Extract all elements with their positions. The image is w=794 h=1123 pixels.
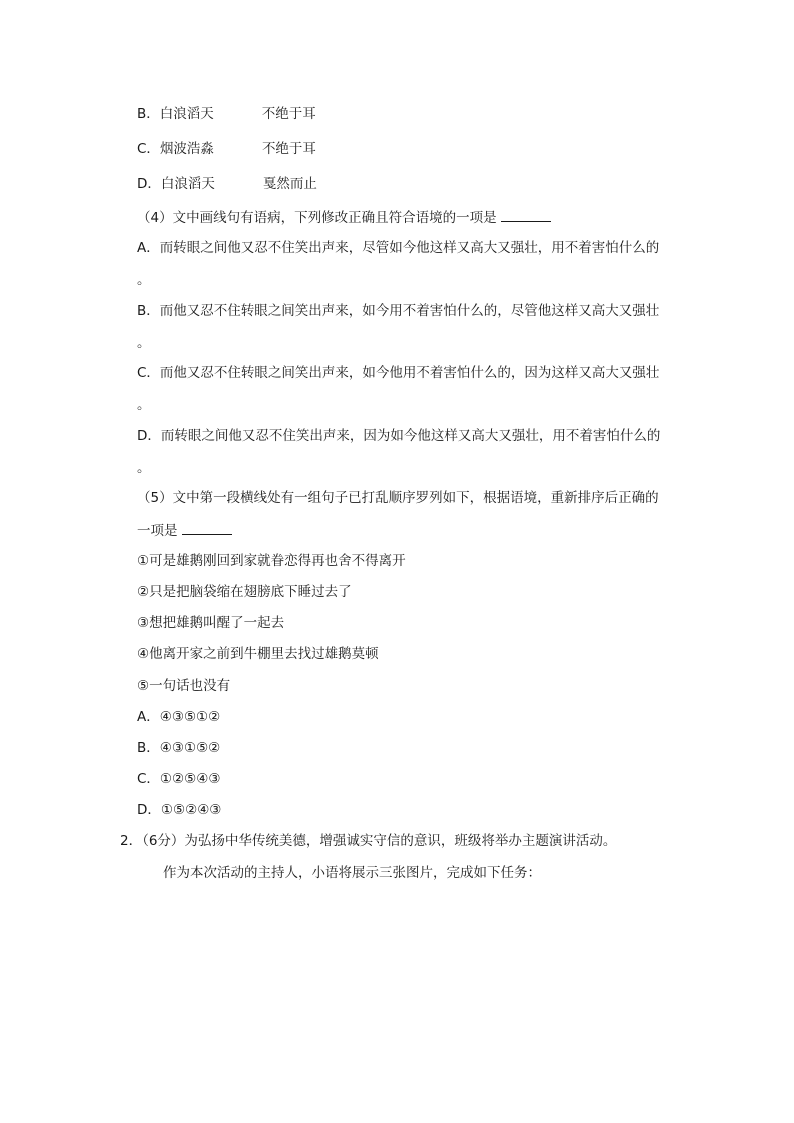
q2-heading: 2．（6分）为弘扬中华传统美德，增强诚实守信的意识，班级将举办主题演讲活动。 bbox=[120, 833, 617, 849]
q4-stem bbox=[137, 207, 551, 228]
option-letter: D． bbox=[137, 176, 161, 192]
option-word-a: 白浪滔天 bbox=[160, 176, 215, 192]
q5-option-d: D．①⑤②④③ bbox=[137, 802, 222, 818]
q4-stem-text: （4）文中画线句有语病，下列修改正确且符合语境的一项是 bbox=[137, 210, 497, 226]
q5-sentence-3: ③想把雄鹅叫醒了一起去 bbox=[137, 615, 285, 631]
q5-option-a: A．④③⑤①② bbox=[137, 709, 221, 725]
q2-intro: 作为本次活动的主持人，小语将展示三张图片，完成如下任务： bbox=[163, 865, 541, 881]
q4-option-b-continuation: 。 bbox=[137, 335, 151, 351]
option-letter: B． bbox=[137, 106, 160, 122]
q5-sentence-2: ②只是把脑袋缩在翅膀底下睡过去了 bbox=[137, 584, 352, 600]
q4-option-a-continuation: 。 bbox=[137, 272, 151, 288]
q5-sentence-4: ④他离开家之前到牛棚里去找过雄鹅莫顿 bbox=[137, 646, 379, 662]
option-b-prev bbox=[137, 104, 316, 124]
q5-stem-line1: （5）文中第一段横线处有一组句子已打乱顺序罗列如下，根据语境，重新排序后正确的 bbox=[137, 490, 659, 506]
q5-sentence-1: ①可是雄鹅刚回到家就眷恋得再也舍不得离开 bbox=[137, 553, 406, 569]
q5-option-b: B．④③①⑤② bbox=[137, 740, 221, 756]
answer-blank[interactable] bbox=[501, 207, 551, 222]
option-word-b: 不绝于耳 bbox=[261, 141, 316, 157]
q4-option-b: B．而他又忍不住转眼之间笑出声来，如今用不着害怕什么的，尽管他这样又高大又强壮 bbox=[137, 303, 660, 319]
q4-option-c-continuation: 。 bbox=[137, 397, 151, 413]
option-letter: C． bbox=[137, 141, 160, 157]
q5-option-c: C．①②⑤④③ bbox=[137, 771, 221, 787]
option-word-b: 不绝于耳 bbox=[261, 106, 316, 122]
answer-blank[interactable] bbox=[182, 520, 232, 535]
q5-stem-line2 bbox=[137, 520, 232, 541]
option-word-b: 戛然而止 bbox=[262, 176, 317, 192]
option-d-prev bbox=[137, 174, 317, 194]
q4-option-d-continuation: 。 bbox=[137, 460, 151, 476]
option-word-a: 白浪滔天 bbox=[159, 106, 214, 122]
q5-sentence-5: ⑤一句话也没有 bbox=[137, 678, 231, 694]
option-c-prev bbox=[137, 139, 316, 159]
option-word-a: 烟波浩淼 bbox=[159, 141, 214, 157]
q4-option-d: D．而转眼之间他又忍不住笑出声来，因为如今他这样又高大又强壮，用不着害怕什么的 bbox=[137, 428, 661, 444]
q4-option-a: A．而转眼之间他又忍不住笑出声来，尽管如今他这样又高大又强壮，用不着害怕什么的 bbox=[137, 240, 660, 256]
q4-option-c: C．而他又忍不住转眼之间笑出声来，如今他用不着害怕什么的，因为这样又高大又强壮 bbox=[137, 365, 660, 381]
q5-stem-line2-text: 一项是 bbox=[137, 523, 178, 539]
